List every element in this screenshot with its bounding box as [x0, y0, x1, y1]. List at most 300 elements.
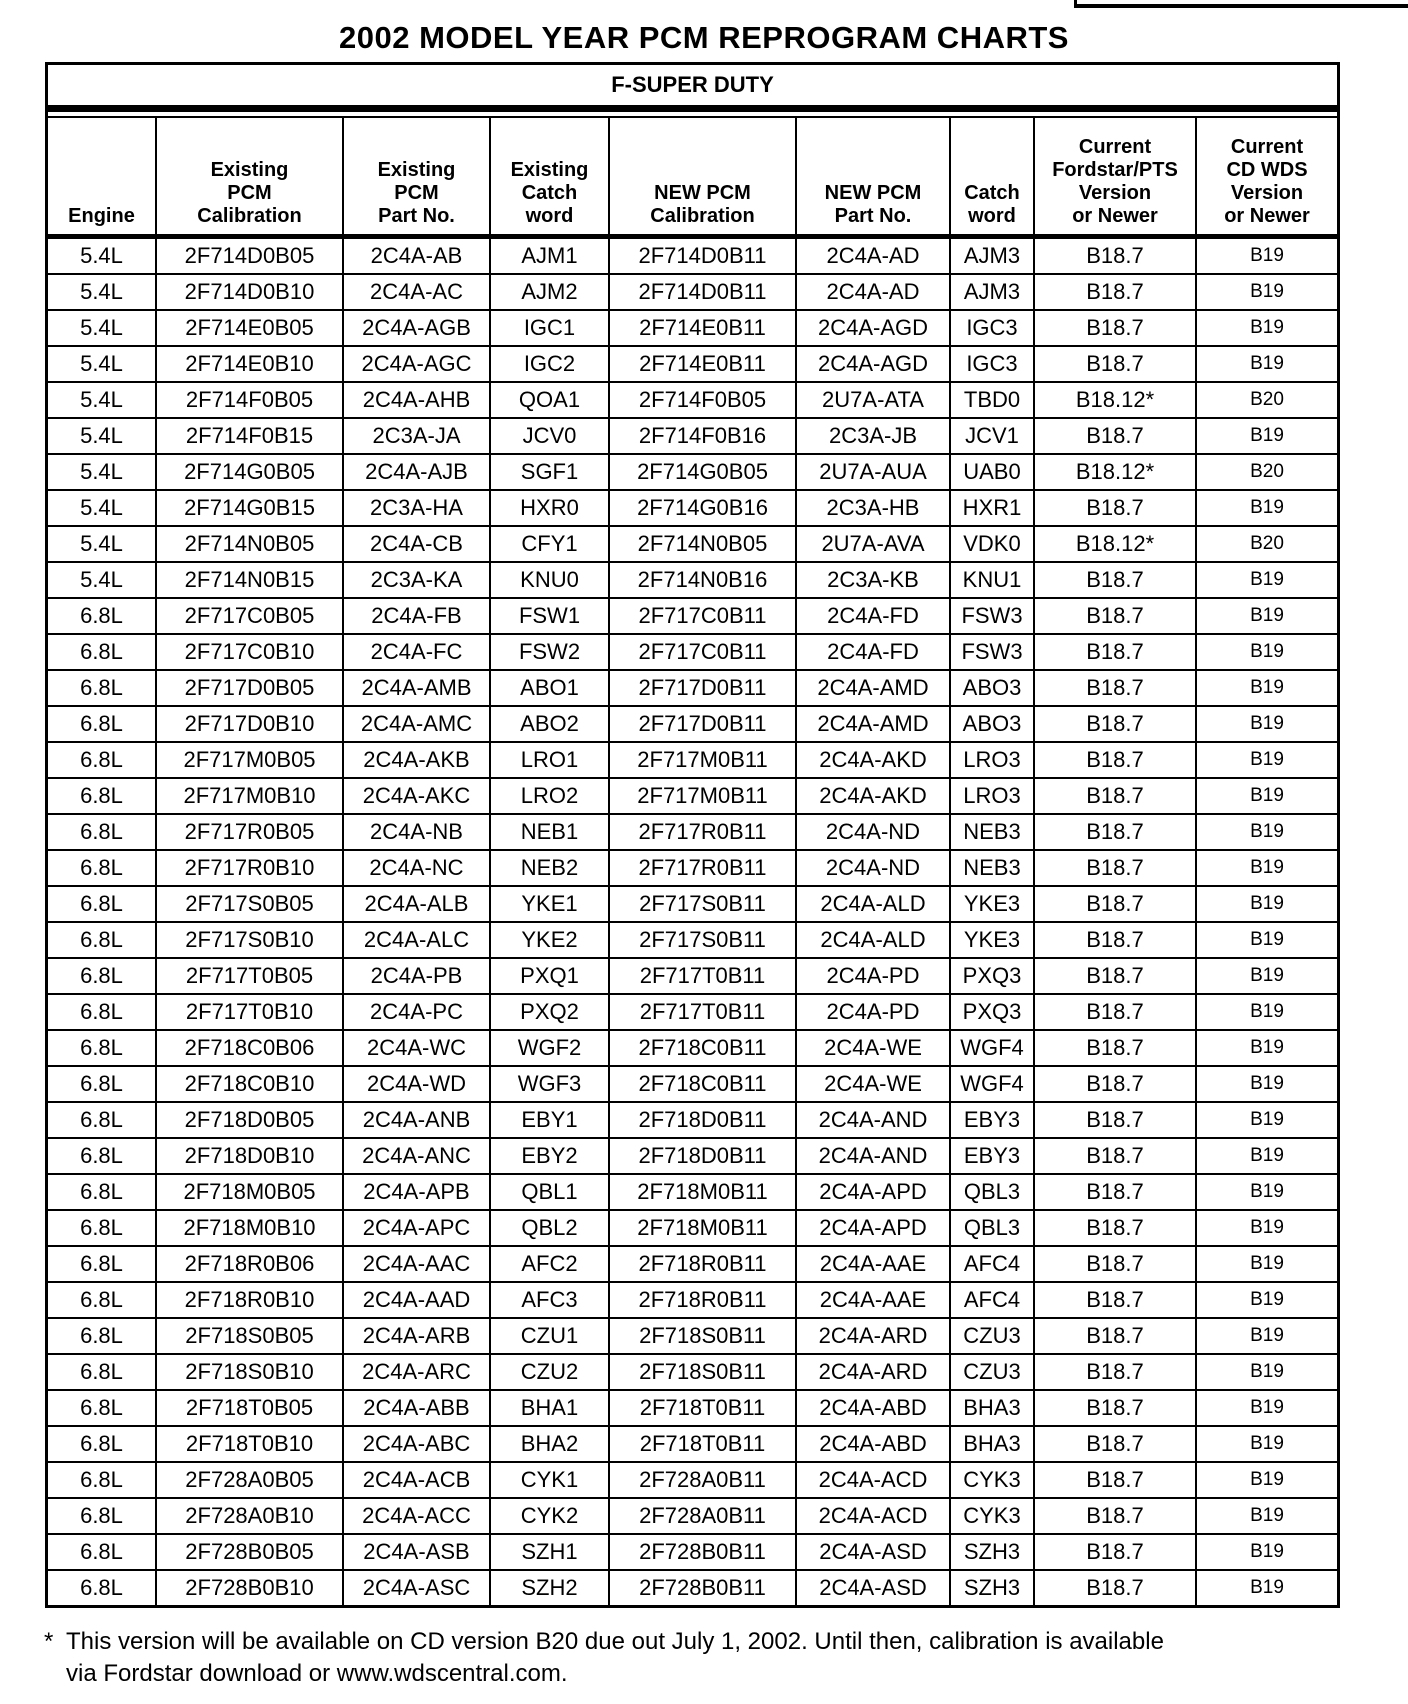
table-cell: LRO3	[950, 742, 1034, 778]
table-row	[48, 994, 1337, 1030]
table-cell: 2C4A-WD	[343, 1066, 490, 1102]
reprogram-chart	[45, 62, 1340, 1608]
table-cell: 6.8L	[48, 778, 156, 814]
table-cell: 2C4A-ANB	[343, 1102, 490, 1138]
table-cell: 6.8L	[48, 1426, 156, 1462]
table-cell: WGF2	[490, 1030, 609, 1066]
footnote-marker: *	[44, 1628, 54, 1655]
table-cell: YKE2	[490, 922, 609, 958]
column-header	[609, 118, 796, 237]
table-cell: B19	[1196, 1066, 1337, 1102]
table-cell: 2F718R0B06	[156, 1246, 343, 1282]
table-cell: SZH3	[950, 1534, 1034, 1570]
table-cell: 6.8L	[48, 742, 156, 778]
column-header-line: CD WDS	[1226, 159, 1308, 181]
table-cell: QBL2	[490, 1210, 609, 1246]
column-header-line: or Newer	[1072, 205, 1158, 227]
table-cell: B18.7	[1034, 670, 1196, 706]
table-cell: 6.8L	[48, 1462, 156, 1498]
table-cell: AJM3	[950, 237, 1034, 275]
table-cell: B18.7	[1034, 346, 1196, 382]
table-cell: 2C4A-PD	[796, 958, 950, 994]
table-cell: 5.4L	[48, 237, 156, 275]
footnote-line-1: This version will be available on CD version B20 due out July 1, 2002. Until then, calibration is available	[66, 1628, 1164, 1655]
table-cell: 2F714N0B05	[156, 526, 343, 562]
table-cell: 5.4L	[48, 346, 156, 382]
table-cell: B18.7	[1034, 1318, 1196, 1354]
table-cell: 2C4A-AKB	[343, 742, 490, 778]
table-cell: 2C4A-FD	[796, 598, 950, 634]
table-row	[48, 454, 1337, 490]
column-header-line: NEW PCM	[654, 182, 751, 204]
table-cell: 2C4A-AHB	[343, 382, 490, 418]
table-cell: 2F718M0B11	[609, 1210, 796, 1246]
table-cell: 2C4A-ACB	[343, 1462, 490, 1498]
table-cell: B19	[1250, 1577, 1284, 1598]
table-cell: 5.4L	[48, 310, 156, 346]
table-cell: 2C3A-JB	[796, 418, 950, 454]
table-cell: 2F714F0B15	[156, 418, 343, 454]
table-row	[48, 1390, 1337, 1426]
table-cell: EBY3	[950, 1138, 1034, 1174]
table-cell: 2F717S0B05	[156, 886, 343, 922]
table-cell: 2F717C0B11	[609, 598, 796, 634]
table-cell: 2F717S0B11	[609, 922, 796, 958]
table-cell: 2C4A-ABC	[343, 1426, 490, 1462]
table-cell: WGF4	[950, 1030, 1034, 1066]
table-cell: 2F718M0B05	[156, 1174, 343, 1210]
table-cell: B20	[1196, 526, 1337, 562]
table-cell: 2F728B0B11	[609, 1570, 796, 1605]
table-cell: B19	[1196, 1210, 1337, 1246]
table-cell: 2F718R0B10	[156, 1282, 343, 1318]
column-header	[156, 118, 343, 237]
table-row	[48, 1210, 1337, 1246]
table-cell: 2C4A-ACC	[343, 1498, 490, 1534]
table-cell: 5.4L	[48, 418, 156, 454]
table-cell: 2C4A-ARD	[796, 1354, 950, 1390]
table-row	[48, 1570, 1337, 1605]
table-cell: 2C4A-ABB	[343, 1390, 490, 1426]
table-cell: CYK2	[490, 1498, 609, 1534]
table-cell: 2C4A-AND	[796, 1102, 950, 1138]
table-cell: 2F717S0B11	[609, 886, 796, 922]
table-cell: 2F717R0B10	[156, 850, 343, 886]
table-cell: 6.8L	[48, 670, 156, 706]
table-cell: 2F717D0B10	[156, 706, 343, 742]
table-row	[48, 1426, 1337, 1462]
table-cell: 2C3A-HA	[343, 490, 490, 526]
table-cell: B18.7	[1034, 1282, 1196, 1318]
table-cell: 6.8L	[48, 1570, 156, 1605]
table-cell: 2F714F0B05	[609, 382, 796, 418]
table-cell: B19	[1196, 274, 1337, 310]
table-cell: 2F717T0B11	[609, 994, 796, 1030]
table-cell: 2F714E0B11	[609, 310, 796, 346]
table-cell: 6.8L	[48, 850, 156, 886]
table-cell: EBY2	[490, 1138, 609, 1174]
table-cell: B18.7	[1034, 562, 1196, 598]
table-cell: B19	[1196, 1354, 1337, 1390]
table-cell: 2C4A-APD	[796, 1174, 950, 1210]
column-header-line: Part No.	[378, 205, 455, 227]
column-header	[950, 118, 1034, 237]
table-cell: 2U7A-AVA	[796, 526, 950, 562]
column-header-line: Engine	[68, 205, 135, 227]
table-row	[48, 742, 1337, 778]
column-header	[1196, 118, 1337, 237]
table-cell: 2F718T0B10	[156, 1426, 343, 1462]
table-cell: 2F714D0B11	[609, 237, 796, 275]
column-header	[343, 118, 490, 237]
table-cell: 2F714E0B10	[156, 346, 343, 382]
table-cell: B19	[1196, 1426, 1337, 1462]
table-row	[48, 1462, 1337, 1498]
table-row	[48, 1534, 1337, 1570]
column-header	[796, 118, 950, 237]
table-cell: 2C4A-FD	[796, 634, 950, 670]
table-cell: 2C4A-CB	[343, 526, 490, 562]
table-cell: 6.8L	[48, 922, 156, 958]
table-row	[48, 634, 1337, 670]
table-cell: 6.8L	[48, 1534, 156, 1570]
table-cell: B18.7	[1034, 598, 1196, 634]
table-cell: IGC3	[950, 346, 1034, 382]
column-header-line: NEW PCM	[824, 182, 922, 204]
table-cell: 2F717T0B11	[609, 958, 796, 994]
table-cell: B19	[1196, 1318, 1337, 1354]
table-cell: 2F717T0B10	[156, 994, 343, 1030]
table-cell: SZH2	[490, 1570, 609, 1605]
table-cell: 2F728B0B11	[609, 1534, 796, 1570]
table-cell: 2F717M0B10	[156, 778, 343, 814]
table-cell: 2F717C0B05	[156, 598, 343, 634]
table-row	[48, 1354, 1337, 1390]
table-cell: ABO3	[950, 706, 1034, 742]
table-cell: LRO2	[490, 778, 609, 814]
table-cell: B19	[1196, 1138, 1337, 1174]
table-cell: 2F717R0B11	[609, 850, 796, 886]
table-cell: CZU1	[490, 1318, 609, 1354]
table-cell: B19	[1196, 994, 1337, 1030]
table-cell: B18.7	[1034, 958, 1196, 994]
column-header-line: Version	[1078, 182, 1152, 204]
table-cell: ABO2	[490, 706, 609, 742]
table-cell: B19	[1196, 958, 1337, 994]
table-cell: 2F718D0B05	[156, 1102, 343, 1138]
column-header	[490, 118, 609, 237]
table-cell: NEB2	[490, 850, 609, 886]
table-cell: AJM3	[950, 274, 1034, 310]
table-row	[48, 1030, 1337, 1066]
table-cell: 6.8L	[48, 958, 156, 994]
table-cell: B19	[1196, 490, 1337, 526]
table-cell: B18.7	[1034, 1426, 1196, 1462]
table-cell: AFC4	[950, 1246, 1034, 1282]
column-header-line: Catch	[964, 182, 1020, 204]
table-cell: 5.4L	[48, 562, 156, 598]
table-cell: B18.7	[1034, 706, 1196, 742]
table-cell: 2F714D0B05	[156, 237, 343, 275]
footnote	[44, 1626, 1384, 1690]
table-cell: 2C4A-APD	[796, 1210, 950, 1246]
table-row	[48, 346, 1337, 382]
table-cell: 2C4A-ASD	[796, 1534, 950, 1570]
table-cell: 2F718T0B05	[156, 1390, 343, 1426]
table-cell: 2C4A-ABD	[796, 1390, 950, 1426]
column-header-line: Catch	[521, 182, 578, 204]
table-cell: B18.12*	[1034, 526, 1196, 562]
table-cell: B19	[1196, 706, 1337, 742]
table-cell: 6.8L	[48, 1498, 156, 1534]
table-cell: WGF4	[950, 1066, 1034, 1102]
table-cell: 2F717M0B11	[609, 778, 796, 814]
table-cell: B18.7	[1034, 634, 1196, 670]
table-cell: B18.7	[1034, 850, 1196, 886]
table-cell: 6.8L	[48, 634, 156, 670]
table-cell: 2F714N0B05	[609, 526, 796, 562]
table-cell: 2F718C0B10	[156, 1066, 343, 1102]
table-cell: CZU3	[950, 1354, 1034, 1390]
table-cell: 2C4A-ALD	[796, 922, 950, 958]
table-cell: 2C4A-AAC	[343, 1246, 490, 1282]
table-row	[48, 382, 1337, 418]
table-cell: 6.8L	[48, 814, 156, 850]
table-cell: B19	[1196, 1534, 1337, 1570]
table-cell: 2F714G0B15	[156, 490, 343, 526]
table-cell: 2C4A-ARB	[343, 1318, 490, 1354]
table-cell: VDK0	[950, 526, 1034, 562]
table-row	[48, 706, 1337, 742]
table-cell: B19	[1196, 1462, 1337, 1498]
table-cell: AJM2	[490, 274, 609, 310]
table-cell: 2C4A-ANC	[343, 1138, 490, 1174]
table-cell: 2C4A-ASC	[343, 1570, 490, 1605]
column-header-line: Part No.	[834, 205, 912, 227]
column-header-line: Version	[1230, 182, 1304, 204]
table-cell: YKE3	[950, 886, 1034, 922]
page-title: 2002 MODEL YEAR PCM REPROGRAM CHARTS	[339, 20, 1069, 55]
table-cell: 2F718T0B11	[609, 1390, 796, 1426]
table-cell: B18.7	[1034, 274, 1196, 310]
table-cell: B18.7	[1034, 1390, 1196, 1426]
table-cell: 2C4A-AAE	[796, 1246, 950, 1282]
table-cell: 6.8L	[48, 1102, 156, 1138]
table-cell: BHA3	[950, 1426, 1034, 1462]
table-cell: 2C4A-AKC	[343, 778, 490, 814]
table-cell: 2C4A-AMD	[796, 670, 950, 706]
table-cell: FSW1	[490, 598, 609, 634]
table-cell: LRO1	[490, 742, 609, 778]
table-cell: ABO1	[490, 670, 609, 706]
table-cell: 2F717S0B10	[156, 922, 343, 958]
table-cell: 2C4A-PC	[343, 994, 490, 1030]
table-cell: B19	[1196, 310, 1337, 346]
table-cell: 2F717T0B05	[156, 958, 343, 994]
table-cell: B19	[1196, 346, 1337, 382]
table-row	[48, 274, 1337, 310]
table-cell: 2C4A-ARC	[343, 1354, 490, 1390]
table-cell: 2U7A-AUA	[796, 454, 950, 490]
table-cell: 2C4A-AMC	[343, 706, 490, 742]
table-cell: PXQ3	[950, 994, 1034, 1030]
table-cell: 2C4A-ACD	[796, 1498, 950, 1534]
table-cell: 2C3A-KA	[343, 562, 490, 598]
table-cell: FSW2	[490, 634, 609, 670]
table-cell: NEB1	[490, 814, 609, 850]
corner-frame	[1074, 0, 1408, 8]
table-cell: 2F718S0B11	[609, 1318, 796, 1354]
table-cell: 2C3A-HB	[796, 490, 950, 526]
table-cell: 6.8L	[48, 994, 156, 1030]
table-cell: FSW3	[950, 598, 1034, 634]
table-cell: 2C4A-AC	[343, 274, 490, 310]
table-cell: B20	[1196, 382, 1337, 418]
table-cell: 2C3A-JA	[343, 418, 490, 454]
table-cell: 2C4A-AD	[796, 237, 950, 275]
table-cell: 2C4A-WE	[796, 1066, 950, 1102]
table-cell: NEB3	[950, 850, 1034, 886]
table-cell: IGC3	[950, 310, 1034, 346]
table-cell: 2F714N0B16	[609, 562, 796, 598]
table-cell: 2C4A-NC	[343, 850, 490, 886]
table-cell: B18.7	[1034, 886, 1196, 922]
table-cell: B18.7	[1034, 1462, 1196, 1498]
table-cell: 2F718C0B06	[156, 1030, 343, 1066]
table-cell: 2C4A-ARD	[796, 1318, 950, 1354]
header-row	[48, 118, 1337, 237]
table-cell: 2C4A-AD	[796, 274, 950, 310]
column-header-line: or Newer	[1224, 205, 1310, 227]
table-cell: 2C4A-AGB	[343, 310, 490, 346]
table-cell: 2F728B0B05	[156, 1534, 343, 1570]
table-cell: WGF3	[490, 1066, 609, 1102]
table-cell: 2F717R0B11	[609, 814, 796, 850]
table-cell: AJM1	[490, 237, 609, 275]
table-cell: YKE1	[490, 886, 609, 922]
table-cell: 2F718D0B10	[156, 1138, 343, 1174]
table-cell: B19	[1196, 778, 1337, 814]
table-cell: 2F714E0B05	[156, 310, 343, 346]
table-row	[48, 562, 1337, 598]
column-header-line: word	[525, 205, 574, 227]
table-row	[48, 958, 1337, 994]
table-cell: 6.8L	[48, 1030, 156, 1066]
table-cell: 5.4L	[48, 382, 156, 418]
table-cell: 2F718D0B11	[609, 1138, 796, 1174]
table-cell: 2F718C0B11	[609, 1030, 796, 1066]
table-cell: AFC4	[950, 1282, 1034, 1318]
table-cell: EBY3	[950, 1102, 1034, 1138]
table-cell: 2C4A-PD	[796, 994, 950, 1030]
table-cell: 2F718S0B10	[156, 1354, 343, 1390]
table-cell: B19	[1196, 237, 1337, 275]
table-cell: B19	[1196, 1174, 1337, 1210]
table-cell: 2C3A-KB	[796, 562, 950, 598]
table-cell: B20	[1196, 454, 1337, 490]
table-cell: 2F717C0B11	[609, 634, 796, 670]
table-cell: 2C4A-AMB	[343, 670, 490, 706]
table-cell: 6.8L	[48, 1066, 156, 1102]
table-cell: 6.8L	[48, 1282, 156, 1318]
table-cell: B18.7	[1034, 778, 1196, 814]
table-cell: 2C4A-WE	[796, 1030, 950, 1066]
table-cell: 2F714G0B05	[609, 454, 796, 490]
table-cell: AFC3	[490, 1282, 609, 1318]
table-cell: B19	[1196, 1246, 1337, 1282]
table-cell: JCV1	[950, 418, 1034, 454]
table-row	[48, 814, 1337, 850]
table-cell: CFY1	[490, 526, 609, 562]
table-cell: 2F714F0B05	[156, 382, 343, 418]
table-cell: 2C4A-ALD	[796, 886, 950, 922]
table-row	[48, 237, 1337, 275]
table-cell: AFC2	[490, 1246, 609, 1282]
table-cell: 6.8L	[48, 1246, 156, 1282]
table-cell: 2C4A-AAE	[796, 1282, 950, 1318]
table-cell: 2F717M0B11	[609, 742, 796, 778]
table-cell: 2C4A-AGD	[796, 310, 950, 346]
table-cell: 2F728A0B11	[609, 1462, 796, 1498]
table-cell: B18.7	[1034, 1210, 1196, 1246]
table-cell: 2C4A-FC	[343, 634, 490, 670]
table-cell: QBL1	[490, 1174, 609, 1210]
table-cell: 2F728A0B05	[156, 1462, 343, 1498]
table-cell: 2C4A-ACD	[796, 1462, 950, 1498]
table-cell: B18.7	[1034, 1570, 1196, 1605]
table-cell: 2C4A-NB	[343, 814, 490, 850]
table-cell: 2C4A-AND	[796, 1138, 950, 1174]
table-cell: B19	[1196, 1282, 1337, 1318]
table-cell: HXR0	[490, 490, 609, 526]
table-row	[48, 418, 1337, 454]
table-cell: 2F717D0B11	[609, 670, 796, 706]
table-cell: B18.7	[1034, 310, 1196, 346]
table-cell: B19	[1196, 1498, 1337, 1534]
table-row	[48, 922, 1337, 958]
table-cell: 2C4A-ASB	[343, 1534, 490, 1570]
table-cell: B18.7	[1034, 1246, 1196, 1282]
table-row	[48, 1066, 1337, 1102]
table-cell: B18.7	[1034, 1354, 1196, 1390]
table-cell: 5.4L	[48, 526, 156, 562]
table-row	[48, 670, 1337, 706]
table-row	[48, 1138, 1337, 1174]
table-cell: B18.7	[1034, 1030, 1196, 1066]
table-cell: BHA1	[490, 1390, 609, 1426]
table-cell: B19	[1196, 886, 1337, 922]
table-cell: B19	[1196, 598, 1337, 634]
table-cell: 2F717C0B10	[156, 634, 343, 670]
table-cell: QBL3	[950, 1210, 1034, 1246]
table-row	[48, 1318, 1337, 1354]
table-cell: FSW3	[950, 634, 1034, 670]
table-cell: 2U7A-ATA	[796, 382, 950, 418]
column-header-line: Fordstar/PTS	[1052, 159, 1178, 181]
table-cell: 6.8L	[48, 598, 156, 634]
table-cell: B19	[1196, 814, 1337, 850]
table-row	[48, 490, 1337, 526]
table-row	[48, 1498, 1337, 1534]
table-cell: 2F717D0B05	[156, 670, 343, 706]
table-cell: UAB0	[950, 454, 1034, 490]
table-cell: CYK3	[950, 1498, 1034, 1534]
column-header-line: Calibration	[197, 205, 302, 227]
table-cell: B19	[1196, 634, 1337, 670]
table-cell: 2C4A-ABD	[796, 1426, 950, 1462]
table-cell: B19	[1196, 670, 1337, 706]
table-cell: B19	[1196, 1030, 1337, 1066]
